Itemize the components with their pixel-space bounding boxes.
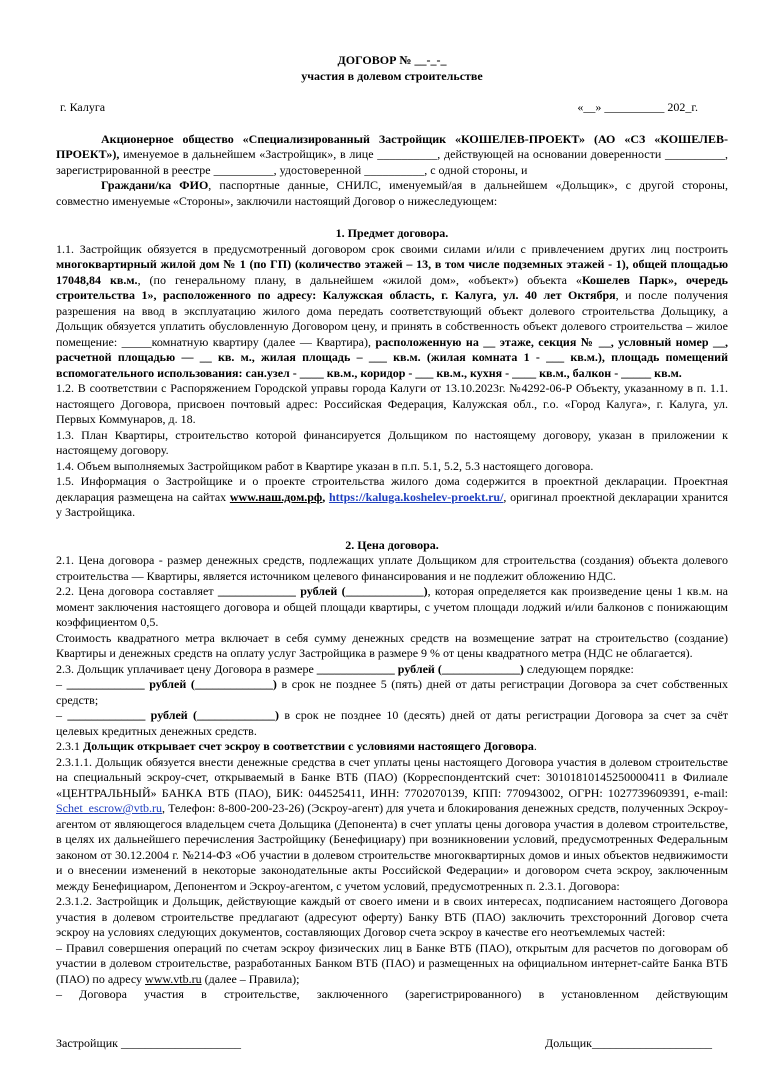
- section-1-heading: 1. Предмет договора.: [335, 226, 449, 240]
- escrow-rules-item: [56, 941, 728, 988]
- preamble-developer: [56, 132, 728, 179]
- payment-own-funds: [56, 677, 728, 708]
- clause-1-1-a: 1.1. Застройщик обязуется в предусмотренный договором срок своими силами и/или с привлечением других лиц построить: [56, 241, 728, 256]
- contract-page: [56, 52, 728, 1003]
- escrow-rules-b: (далее – Правила);: [201, 971, 300, 986]
- contract-item: – Договора участия в строительстве, заключенного (зарегистрированного) в установленном действующим: [56, 987, 728, 1001]
- clause-1-1-f: расположенную на __ этаже, секция № __, условный номер __, расчетной площадью — __ кв. м., жилая площадь – ___ кв.м. (жилая комната 1 - ___ кв.м.), площадь помещений вспомогательного использования: сан.узел - ____ кв.м., коридор - ___ кв.м., кухня - ____ кв.м., балкон - _____ кв.м.: [56, 334, 728, 380]
- escrow-rules-a: – Правил совершения операций по счетам эскроу физических лиц в Банке ВТБ (ПАО), открытым для расчетов по договорам об участии в долевом строительстве, разработанных Банком ВТБ (ПАО) и размещенных на официальном интернет-сайте Банка ВТБ (ПАО) по адресу: [56, 940, 728, 986]
- preamble-shareholder-text: , паспортные данные, СНИЛС, именуемый/ая в дальнейшем «Дольщик», с другой стороны, совместно именуемые «Стороны», заключили настоящий Договор о нижеследующем:: [56, 178, 728, 208]
- company-name: Акционерное общество «Специализированный Застройщик «КОШЕЛЕВ-ПРОЕКТ» (АО «СЗ «КОШЕЛЕВ-ПРОЕКТ»),: [56, 131, 728, 161]
- clause-2-2-a: 2.2. Цена договора составляет: [56, 584, 218, 598]
- clause-2-3: [56, 662, 728, 678]
- clause-2-1: 2.1. Цена договора - размер денежных средств, подлежащих уплате Дольщиком для строительства (создания) объекта долевого строительства — Квартиры, является источником целевого финансирования и не подлежит обложению НДС.: [56, 553, 728, 583]
- clause-2-2-sqm: Стоимость квадратного метра включает в себя сумму денежных средств на возмещение затрат на строительство (создание) Квартиры и денежных средств на оплату услуг Застройщика в размере 9 % от цены квадратного метра (НДС не облагается).: [56, 630, 728, 660]
- clause-2-3-1-num: 2.3.1: [56, 739, 83, 753]
- place: г. Калуга: [60, 100, 106, 114]
- section-2-heading: 2. Цена договора.: [345, 537, 439, 552]
- clause-1-1-d: Кошелев Парк», очередь строительства 1», расположенного по адресу: Калужская область, г. Калуга, ул. 40 лет Октября: [56, 272, 728, 302]
- clause-2-3-c: следующем порядке:: [523, 661, 634, 676]
- signature-footer: [56, 1036, 712, 1051]
- contract-title: ДОГОВОР № __-_-_: [337, 53, 447, 67]
- price-amount: _____________ рублей (_____________): [217, 584, 428, 598]
- clause-2-3-1-dot: .: [533, 739, 537, 753]
- payment-credit-funds: [56, 708, 728, 739]
- own-funds-amount: _____________ рублей (_____________): [66, 677, 277, 691]
- clause-1-1-b: многоквартирный жилой дом № 1 (по ГП) (количество этажей – 13, в том числе подземных этажей - 1), общей площадью 17048,84 кв.м.: [56, 257, 728, 287]
- contract-date: «__» __________ 202_г.: [577, 100, 698, 114]
- site-link-koshelev[interactable]: https://kaluga.koshelev-proekt.ru/: [328, 489, 504, 504]
- clause-2-2-c: , которая определяется как произведение цены 1 кв.м. на момент заключения настоящего договора и общей площади квартиры, с учетом площади лоджий и/или балконов с понижающим коэффициентом 0,5.: [56, 584, 728, 629]
- dash: –: [56, 708, 68, 722]
- clause-2-3-1: [56, 739, 728, 755]
- site-link-domrf[interactable]: www.наш.дом.рф: [229, 489, 323, 504]
- credit-funds-text: в срок не позднее 10 (десять) дней от даты регистрации Договора за счет за счёт целевых кредитных денежных средств.: [56, 708, 729, 738]
- clause-1-3: 1.3. План Квартиры, строительство которой финансируется Дольщиком по настоящему договору, указан в приложении к настоящему договору.: [56, 427, 728, 457]
- clause-1-5-comma: ,: [322, 489, 329, 504]
- clause-2-3-a: 2.3. Дольщик уплачивает цену Договора в размере: [56, 661, 317, 676]
- credit-funds-amount: _____________ рублей (_____________): [67, 708, 280, 722]
- preamble-shareholder: [56, 178, 728, 209]
- clause-1-1-e: , и после получения разрешения на ввод в эксплуатацию жилого дома передать соответствующий объект долевого строительства Дольщику, а Дольщик обязуется уплатить обусловленную Договором цену, и принять в собственность объект долевого строительства – жилое помещение: _____комнатную квартиру (далее — Квартира),: [56, 288, 728, 349]
- dash: –: [56, 677, 67, 691]
- payment-amount: _____________ рублей (_____________): [316, 661, 524, 676]
- clause-1-1: [56, 242, 728, 382]
- shareholder-signature: Дольщик____________________: [545, 1036, 712, 1050]
- developer-signature: Застройщик ____________________: [56, 1036, 241, 1050]
- own-funds-text: в срок не позднее 5 (пять) дней от даты регистрации Договора за счет собственных средств;: [56, 677, 728, 707]
- contract-subtitle: участия в долевом строительстве: [301, 69, 483, 83]
- clause-2-3-1-2: 2.3.1.2. Застройщик и Дольщик, действующие каждый от своего имени и в своих интересах, подписанием настоящего Договора участия в долевом строительстве предлагают (адресуют оферту) Банку ВТБ (ПАО) заключить трехсторонний Договор счета эскроу на условиях следующих документов, составляющих Договор счета эскроу в качестве его неотъемлемых частей:: [56, 894, 728, 939]
- preamble-developer-text: именуемое в дальнейшем «Застройщик», в лице __________, действующей на основании доверенности __________, зарегистрированной в реестре __________, удостоверенной __________, с одной стороны, и: [56, 147, 728, 177]
- clause-1-5: [56, 474, 728, 521]
- clause-1-2: 1.2. В соответствии с Распоряжением Городской управы города Калуги от 13.10.2023г. №4292-06-Р Объекту, указанному в п. 1.1. настоящего Договора, присвоен почтовый адрес: Российская Федерация, Калужская обл., г.о. «Город Калуга», г. Калуга, ул. Первых Коммунаров, д. 18.: [56, 381, 728, 426]
- place-date-row: [56, 100, 728, 116]
- clause-2-3-1-1: [56, 755, 728, 895]
- clause-2-3-1-1-a: 2.3.1.1. Дольщик обязуется внести денежные средства в счет уплаты цены настоящего Договора участия в долевом строительстве на специальный эскроу-счет, открываемый в Банке ВТБ (ПАО) (Корреспондентский счет: 30101810145250000411 в Филиале «ЦЕНТРАЛЬНЫЙ» БАНКА ВТБ (ПАО), БИК: 044525411, ИНН: 7702070139, КПП: 770943002, ОГРН: 1027739609391, e-mail:: [56, 754, 728, 800]
- clause-1-4: 1.4. Объем выполняемых Застройщиком работ в Квартире указан в п.п. 5.1, 5.2, 5.3 настоящего договора.: [56, 458, 594, 473]
- clause-1-5-b: , оригинал проектной декларации хранится у Застройщика.: [56, 489, 729, 519]
- clause-2-2: [56, 584, 728, 631]
- clause-2-3-1-title: Дольщик открывает счет эскроу в соответствии с условиями настоящего Договора: [83, 739, 534, 753]
- vtb-site-link[interactable]: www.vtb.ru: [145, 971, 202, 986]
- clause-1-5-a: 1.5. Информация о Застройщике и о проекте строительства жилого дома содержится в проектной декларации. Проектная декларация размещена на сайтах: [56, 474, 728, 504]
- citizen-name: Граждани/ка ФИО: [101, 178, 209, 192]
- clause-2-3-1-1-b: , Телефон: 8-800-200-23-26) (Эскроу-агент) для учета и блокирования денежных средств, полученных Эскроу-агентом от являющегося владельцем счета Дольщика (Депонента) в счет уплаты цены договора участия в долевом строительстве, в целях их дальнейшего перечисления Застройщику (Бенефициару) при возникновении условий, предусмотренных Федеральным законом от 30.12.2004 г. №214-ФЗ «Об участии в долевом строительстве многоквартирных домов и иных объектов недвижимости и о внесении изменений в некоторые законодательные акты Российской Федерации» и договором счета эскроу, заключенным между Бенефициаром, Депонентом и Эскроу-агентом, с учетом условий, предусмотренных п. 2.3.1. Договора:: [56, 801, 728, 893]
- escrow-email-link[interactable]: Schet_escrow@vtb.ru: [56, 801, 163, 815]
- clause-1-1-c: , (по генеральному плану, в дальнейшем «жилой дом», «объект») объекта «: [137, 272, 582, 287]
